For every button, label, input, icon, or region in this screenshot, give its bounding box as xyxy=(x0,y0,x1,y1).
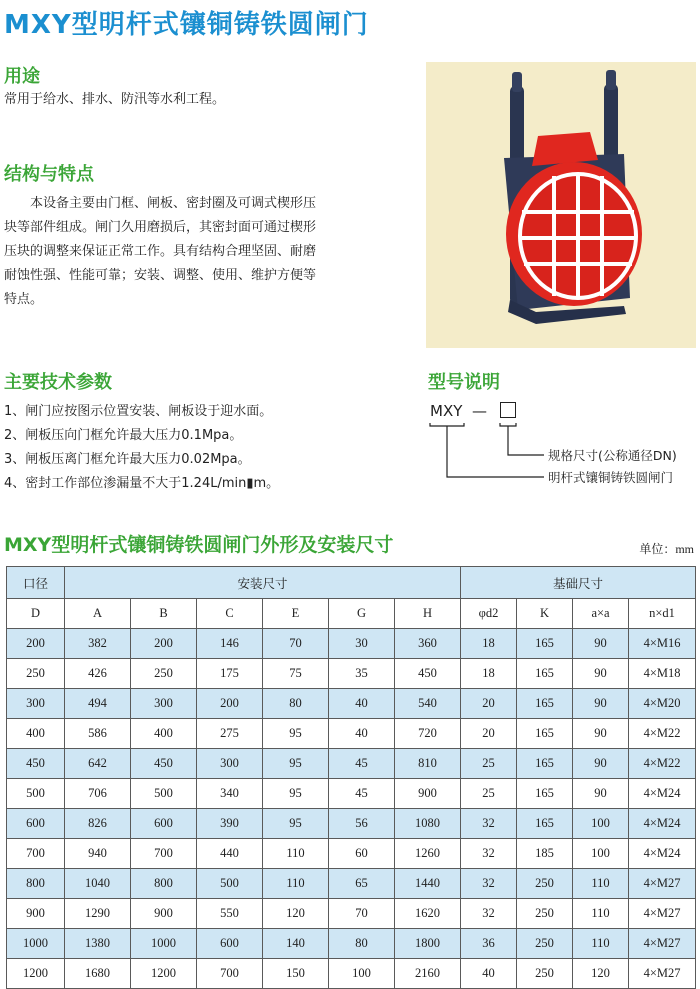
structure-line: 压块的调整来保证正常工作。具有结构合理坚固、耐磨 xyxy=(4,244,317,259)
table-cell: 4×M16 xyxy=(629,629,696,659)
table-cell: 1200 xyxy=(131,959,197,989)
table-cell: 4×M27 xyxy=(629,899,696,929)
table-cell: 4×M18 xyxy=(629,659,696,689)
table-cell: 20 xyxy=(461,719,517,749)
usage-heading: 用途 xyxy=(4,66,40,87)
table-cell: 4×M20 xyxy=(629,689,696,719)
table-cell: 35 xyxy=(329,659,395,689)
table-row xyxy=(7,749,696,779)
table-cell: 900 xyxy=(131,899,197,929)
table-cell: 700 xyxy=(7,839,65,869)
table-cell: 4×M27 xyxy=(629,869,696,899)
table-cell: 540 xyxy=(395,689,461,719)
table-cell: 500 xyxy=(7,779,65,809)
label-size: 规格尺寸(公称通径DN) xyxy=(548,448,677,463)
table-cell: 32 xyxy=(461,809,517,839)
table-cell: 1800 xyxy=(395,929,461,959)
table-cell: 60 xyxy=(329,839,395,869)
table-cell: 185 xyxy=(517,839,573,869)
table-row xyxy=(7,809,696,839)
table-cell: 275 xyxy=(197,719,263,749)
table-cell: 360 xyxy=(395,629,461,659)
table-cell: 165 xyxy=(517,809,573,839)
table-row xyxy=(7,629,696,659)
table-cell: 90 xyxy=(573,779,629,809)
table-cell: 450 xyxy=(395,659,461,689)
tech-list xyxy=(4,400,279,496)
model-heading: 型号说明 xyxy=(428,372,500,393)
table-cell: 32 xyxy=(461,839,517,869)
table-cell: 1200 xyxy=(7,959,65,989)
structure-text xyxy=(4,192,404,312)
table-cell: 426 xyxy=(65,659,131,689)
table-cell: 40 xyxy=(461,959,517,989)
table-cell: 1380 xyxy=(65,929,131,959)
table-cell: 110 xyxy=(573,899,629,929)
table-cell: 1000 xyxy=(131,929,197,959)
table-row xyxy=(7,899,696,929)
column-header: E xyxy=(263,599,329,629)
column-header-row xyxy=(7,599,696,629)
table-cell: 440 xyxy=(197,839,263,869)
column-header: D xyxy=(7,599,65,629)
table-row xyxy=(7,839,696,869)
table-cell: 25 xyxy=(461,749,517,779)
table-cell: 110 xyxy=(263,869,329,899)
product-photo xyxy=(426,62,696,348)
model-diagram xyxy=(426,396,700,496)
table-cell: 100 xyxy=(329,959,395,989)
table-cell: 80 xyxy=(329,929,395,959)
table-cell: 18 xyxy=(461,659,517,689)
table-cell: 4×M27 xyxy=(629,959,696,989)
column-header: H xyxy=(395,599,461,629)
table-cell: 56 xyxy=(329,809,395,839)
list-item: 1、闸门应按图示位置安装、闸板设于迎水面。 xyxy=(4,404,273,419)
table-cell: 300 xyxy=(197,749,263,779)
table-cell: 100 xyxy=(573,839,629,869)
table-cell: 110 xyxy=(573,929,629,959)
table-cell: 400 xyxy=(7,719,65,749)
table-cell: 400 xyxy=(131,719,197,749)
table-cell: 250 xyxy=(7,659,65,689)
table-cell: 450 xyxy=(7,749,65,779)
table-cell: 165 xyxy=(517,719,573,749)
table-cell: 300 xyxy=(131,689,197,719)
table-cell: 165 xyxy=(517,749,573,779)
table-cell: 200 xyxy=(197,689,263,719)
table-cell: 1680 xyxy=(65,959,131,989)
table-cell: 2160 xyxy=(395,959,461,989)
column-header: φd2 xyxy=(461,599,517,629)
label-type: 明杆式镶铜铸铁圆闸门 xyxy=(548,470,674,485)
table-cell: 706 xyxy=(65,779,131,809)
table-cell: 810 xyxy=(395,749,461,779)
table-cell: 95 xyxy=(263,779,329,809)
table-cell: 95 xyxy=(263,809,329,839)
table-cell: 20 xyxy=(461,689,517,719)
table-cell: 65 xyxy=(329,869,395,899)
table-cell: 700 xyxy=(131,839,197,869)
table-cell: 1040 xyxy=(65,869,131,899)
header-install: 安装尺寸 xyxy=(65,567,461,599)
dimension-table xyxy=(6,566,696,989)
table-cell: 250 xyxy=(517,929,573,959)
table-cell: 500 xyxy=(131,779,197,809)
table-cell: 4×M24 xyxy=(629,779,696,809)
table-cell: 4×M24 xyxy=(629,809,696,839)
usage-text: 常用于给水、排水、防汛等水利工程。 xyxy=(4,92,226,107)
table-row xyxy=(7,959,696,989)
table-cell: 110 xyxy=(263,839,329,869)
table-cell: 1440 xyxy=(395,869,461,899)
table-cell: 200 xyxy=(7,629,65,659)
table-cell: 25 xyxy=(461,779,517,809)
table-cell: 4×M24 xyxy=(629,839,696,869)
table-cell: 4×M22 xyxy=(629,719,696,749)
table-cell: 450 xyxy=(131,749,197,779)
table-cell: 800 xyxy=(7,869,65,899)
table-cell: 500 xyxy=(197,869,263,899)
gate-illustration xyxy=(426,62,696,348)
table-cell: 45 xyxy=(329,779,395,809)
table-cell: 40 xyxy=(329,719,395,749)
table-cell: 940 xyxy=(65,839,131,869)
table-cell: 70 xyxy=(263,629,329,659)
list-item: 3、闸板压离门框允许最大压力0.02Mpa。 xyxy=(4,452,251,467)
structure-line: 特点。 xyxy=(4,292,44,307)
table-row xyxy=(7,689,696,719)
table-cell: 1080 xyxy=(395,809,461,839)
column-header: C xyxy=(197,599,263,629)
header-caliber: 口径 xyxy=(7,567,65,599)
table-cell: 95 xyxy=(263,719,329,749)
table-cell: 600 xyxy=(7,809,65,839)
model-code: MXY xyxy=(430,402,463,420)
structure-line: 块等部件组成。闸门久用磨损后，其密封面可通过楔形 xyxy=(4,220,317,235)
table-cell: 250 xyxy=(131,659,197,689)
table-row xyxy=(7,779,696,809)
structure-heading: 结构与特点 xyxy=(4,164,94,185)
table-cell: 90 xyxy=(573,629,629,659)
table-cell: 390 xyxy=(197,809,263,839)
table-cell: 75 xyxy=(263,659,329,689)
unit-label: 单位：mm xyxy=(639,542,694,556)
table-cell: 100 xyxy=(573,809,629,839)
table-cell: 36 xyxy=(461,929,517,959)
table-cell: 70 xyxy=(329,899,395,929)
table-cell: 32 xyxy=(461,869,517,899)
table-cell: 18 xyxy=(461,629,517,659)
table-title: MXY型明杆式镶铜铸铁圆闸门外形及安装尺寸 xyxy=(4,534,394,556)
list-item: 4、密封工作部位渗漏量不大于1.24L/min▮m。 xyxy=(4,476,280,491)
table-cell: 250 xyxy=(517,959,573,989)
table-row xyxy=(7,659,696,689)
table-cell: 45 xyxy=(329,749,395,779)
table-cell: 642 xyxy=(65,749,131,779)
table-cell: 586 xyxy=(65,719,131,749)
table-cell: 120 xyxy=(573,959,629,989)
table-cell: 382 xyxy=(65,629,131,659)
table-cell: 165 xyxy=(517,629,573,659)
table-cell: 120 xyxy=(263,899,329,929)
column-header: a×a xyxy=(573,599,629,629)
table-cell: 90 xyxy=(573,689,629,719)
table-cell: 1620 xyxy=(395,899,461,929)
column-header: K xyxy=(517,599,573,629)
column-header: n×d1 xyxy=(629,599,696,629)
table-cell: 1290 xyxy=(65,899,131,929)
table-cell: 90 xyxy=(573,719,629,749)
table-cell: 1000 xyxy=(7,929,65,959)
table-cell: 600 xyxy=(197,929,263,959)
table-cell: 110 xyxy=(573,869,629,899)
column-header: A xyxy=(65,599,131,629)
table-cell: 146 xyxy=(197,629,263,659)
table-cell: 175 xyxy=(197,659,263,689)
table-cell: 40 xyxy=(329,689,395,719)
table-cell: 4×M22 xyxy=(629,749,696,779)
table-cell: 720 xyxy=(395,719,461,749)
table-body xyxy=(7,629,696,989)
table-cell: 826 xyxy=(65,809,131,839)
model-dash: — xyxy=(472,402,487,420)
table-cell: 95 xyxy=(263,749,329,779)
table-cell: 900 xyxy=(7,899,65,929)
table-cell: 165 xyxy=(517,659,573,689)
structure-line: 耐蚀性强、性能可靠；安装、调整、使用、维护方便等 xyxy=(4,268,317,283)
table-cell: 300 xyxy=(7,689,65,719)
table-row xyxy=(7,719,696,749)
list-item: 2、闸板压向门框允许最大压力0.1Mpa。 xyxy=(4,428,243,443)
table-cell: 90 xyxy=(573,659,629,689)
table-cell: 165 xyxy=(517,689,573,719)
table-cell: 140 xyxy=(263,929,329,959)
table-cell: 494 xyxy=(65,689,131,719)
table-cell: 90 xyxy=(573,749,629,779)
table-cell: 550 xyxy=(197,899,263,929)
table-cell: 250 xyxy=(517,899,573,929)
table-cell: 250 xyxy=(517,869,573,899)
page-title: MXY型明杆式镶铜铸铁圆闸门 xyxy=(4,10,369,40)
table-cell: 4×M27 xyxy=(629,929,696,959)
table-cell: 150 xyxy=(263,959,329,989)
table-cell: 900 xyxy=(395,779,461,809)
table-row xyxy=(7,869,696,899)
table-cell: 700 xyxy=(197,959,263,989)
column-header: G xyxy=(329,599,395,629)
table-cell: 800 xyxy=(131,869,197,899)
table-cell: 340 xyxy=(197,779,263,809)
structure-line: 本设备主要由门框、闸板、密封圈及可调式楔形压 xyxy=(30,196,317,211)
table-cell: 32 xyxy=(461,899,517,929)
header-foundation: 基础尺寸 xyxy=(461,567,696,599)
column-header: B xyxy=(131,599,197,629)
table-cell: 30 xyxy=(329,629,395,659)
table-cell: 80 xyxy=(263,689,329,719)
table-cell: 1260 xyxy=(395,839,461,869)
table-cell: 600 xyxy=(131,809,197,839)
table-cell: 200 xyxy=(131,629,197,659)
tech-heading: 主要技术参数 xyxy=(4,372,112,393)
table-cell: 165 xyxy=(517,779,573,809)
